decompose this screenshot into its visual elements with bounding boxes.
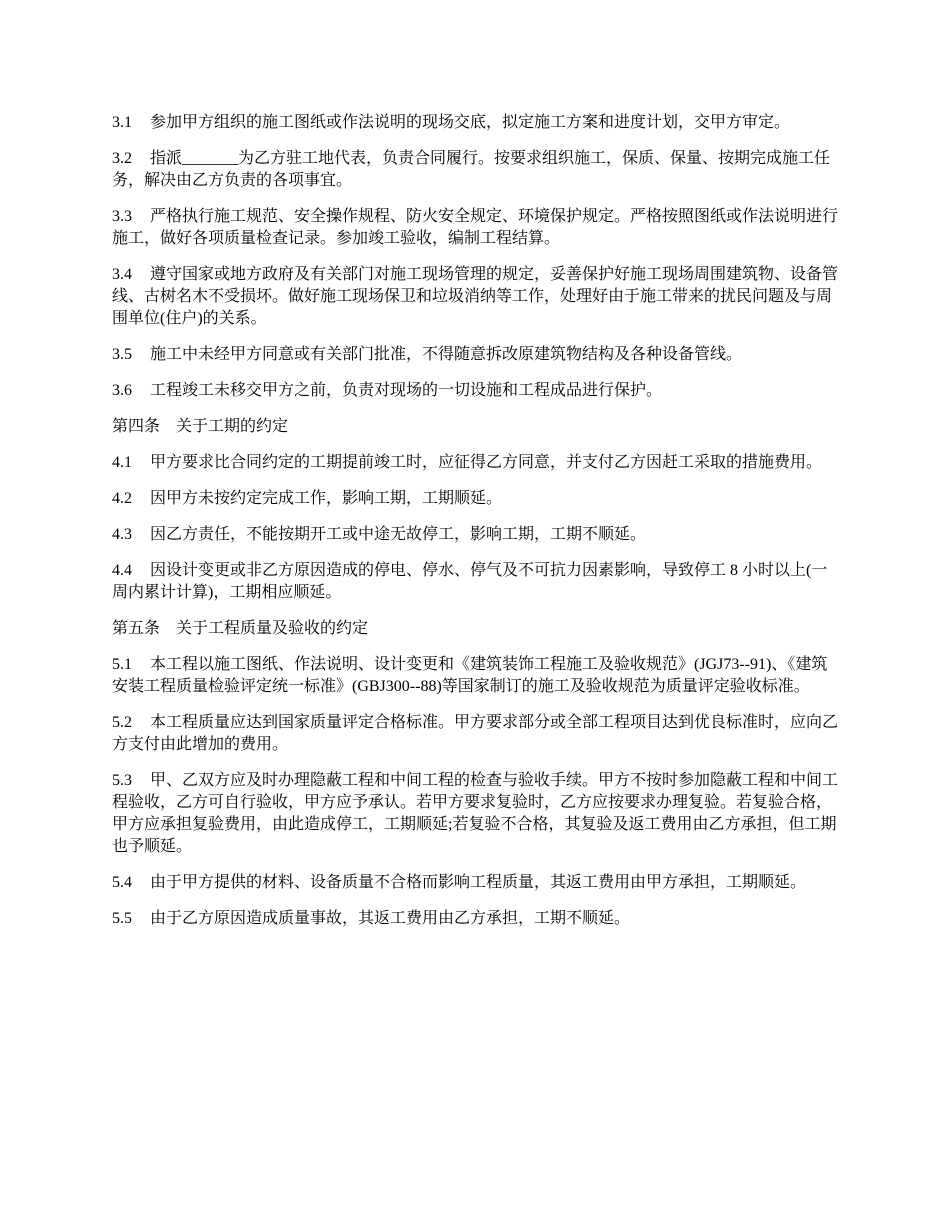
clause-5-4 — [112, 872, 842, 894]
clause-text: 由于甲方提供的材料、设备质量不合格而影响工程质量，其返工费用由甲方承担，工期顺延。 — [150, 874, 807, 891]
clause-number: 4.2 — [112, 490, 132, 507]
clause-text: 工程竣工未移交甲方之前，负责对现场的一切设施和工程成品进行保护。 — [150, 382, 663, 399]
clause-number: 5.2 — [112, 714, 132, 731]
clause-number: 4.3 — [112, 526, 132, 543]
clause-text: 由于乙方原因造成质量事故，其返工费用由乙方承担，工期不顺延。 — [150, 910, 631, 927]
clause-number: 3.2 — [112, 150, 132, 167]
article-4-heading: 第四条 关于工期的约定 — [112, 418, 289, 435]
clause-4-2 — [112, 488, 842, 510]
clause-3-1 — [112, 112, 842, 134]
clause-number: 3.6 — [112, 382, 132, 399]
clause-4-4 — [112, 560, 842, 604]
clause-3-6 — [112, 380, 842, 402]
clause-5-5 — [112, 908, 842, 930]
clause-text: 因甲方未按约定完成工作，影响工期，工期顺延。 — [150, 490, 503, 507]
clause-text: 因乙方责任，不能按期开工或中途无故停工，影响工期，工期不顺延。 — [150, 526, 647, 543]
clause-5-2 — [112, 712, 842, 756]
clause-3-3 — [112, 206, 842, 250]
clause-text: 严格执行施工规范、安全操作规程、防火安全规定、环境保护规定。严格按照图纸或作法说明进行施工，做好各项质量检查记录。参加竣工验收，编制工程结算。 — [112, 208, 839, 247]
document-page — [112, 112, 842, 944]
clause-5-1 — [112, 654, 842, 698]
clause-text: 甲方要求比合同约定的工期提前竣工时，应征得乙方同意，并支付乙方因赶工采取的措施费用。 — [150, 454, 823, 471]
clause-number: 5.1 — [112, 656, 132, 673]
clause-number: 3.3 — [112, 208, 132, 225]
clause-text: 指派_______为乙方驻工地代表，负责合同履行。按要求组织施工，保质、保量、按期完成施工任务，解决由乙方负责的各项事宜。 — [112, 150, 831, 189]
clause-text: 本工程质量应达到国家质量评定合格标准。甲方要求部分或全部工程项目达到优良标准时，应向乙方支付由此增加的费用。 — [112, 714, 839, 753]
clause-number: 4.4 — [112, 562, 132, 579]
clause-number: 3.1 — [112, 114, 132, 131]
clause-number: 5.5 — [112, 910, 132, 927]
clause-number: 3.4 — [112, 266, 132, 283]
clause-4-1 — [112, 452, 842, 474]
clause-number: 5.3 — [112, 772, 132, 789]
clause-text: 本工程以施工图纸、作法说明、设计变更和《建筑装饰工程施工及验收规范》(JGJ73--91)、《建筑安装工程质量检验评定统一标准》(GBJ300--88)等国家制订的施工及验收规范为质量评定验收标准。 — [112, 656, 828, 695]
clause-number: 4.1 — [112, 454, 132, 471]
clause-text: 因设计变更或非乙方原因造成的停电、停水、停气及不可抗力因素影响，导致停工 8 小时以上(一周内累计计算)，工期相应顺延。 — [112, 562, 828, 601]
clause-3-2 — [112, 148, 842, 192]
clause-text: 遵守国家或地方政府及有关部门对施工现场管理的规定，妥善保护好施工现场周围建筑物、设备管线、古树名木不受损坏。做好施工现场保卫和垃圾消纳等工作，处理好由于施工带来的扰民问题及与周围单位(住户)的关系。 — [112, 266, 839, 327]
clause-number: 3.5 — [112, 346, 132, 363]
clause-text: 施工中未经甲方同意或有关部门批准，不得随意拆改原建筑物结构及各种设备管线。 — [150, 346, 743, 363]
clause-3-4 — [112, 264, 842, 330]
clause-text: 参加甲方组织的施工图纸或作法说明的现场交底，拟定施工方案和进度计划，交甲方审定。 — [150, 114, 791, 131]
clause-text: 甲、乙双方应及时办理隐蔽工程和中间工程的检查与验收手续。甲方不按时参加隐蔽工程和中间工程验收，乙方可自行验收，甲方应予承认。若甲方要求复验时，乙方应按要求办理复验。若复验合格，甲方应承担复验费用，由此造成停工，工期顺延;若复验不合格，其复验及返工费用由乙方承担，但工期也予顺延。 — [112, 772, 839, 855]
clause-number: 5.4 — [112, 874, 132, 891]
clause-3-5 — [112, 344, 842, 366]
article-5-heading: 第五条 关于工程质量及验收的约定 — [112, 620, 369, 637]
clause-5-3 — [112, 770, 842, 858]
clause-4-3 — [112, 524, 842, 546]
